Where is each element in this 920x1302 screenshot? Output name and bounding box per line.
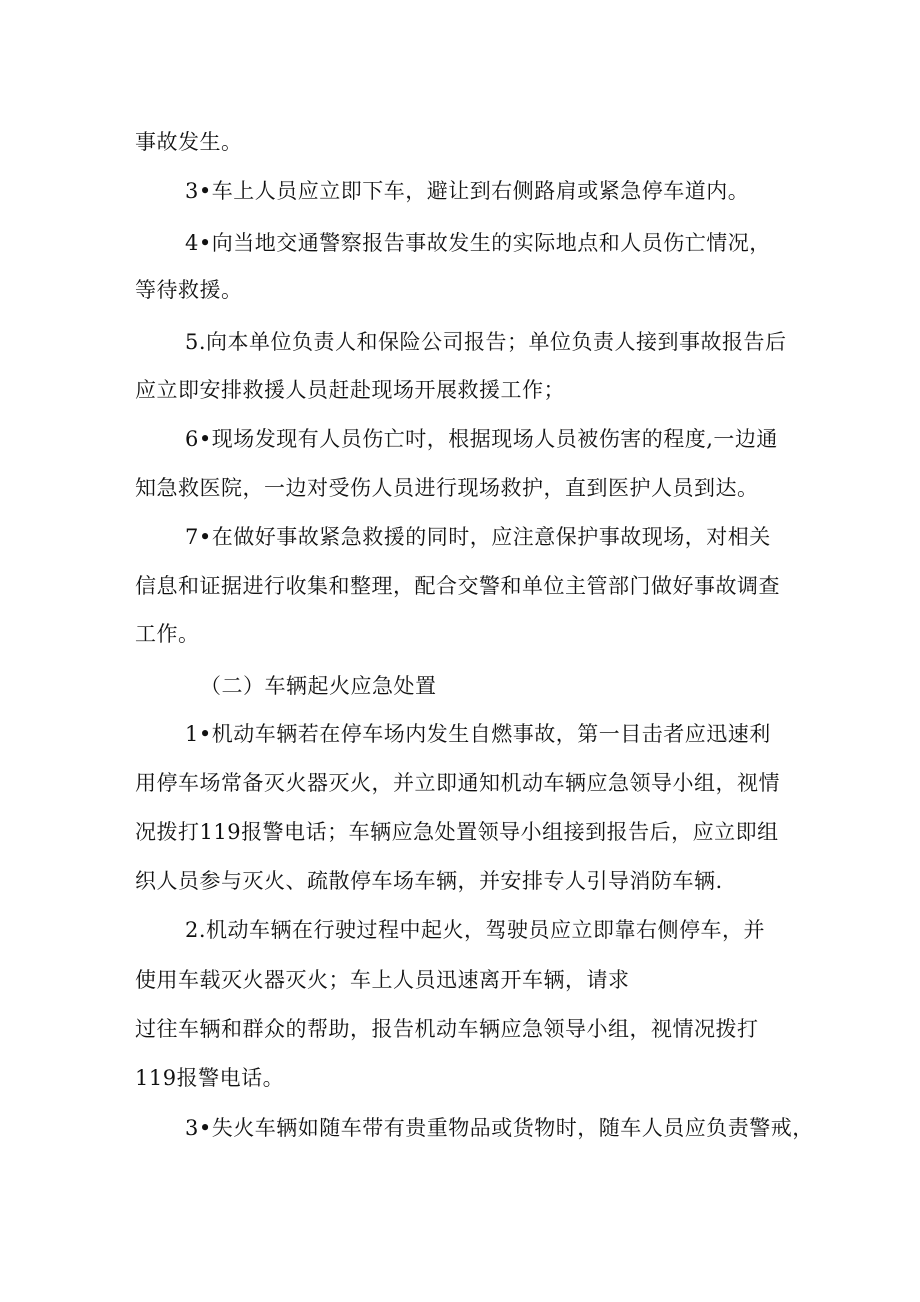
text-line: 事故发生。 — [135, 130, 243, 154]
text-line: 7•在做好事故紧急救援的同时，应注意保护事故现场，对相关 — [185, 525, 771, 549]
text-line: 4•向当地交通警察报告事故发生的实际地点和人员伤亡情况， — [185, 231, 771, 255]
text-line: 等待救援。 — [135, 278, 243, 302]
text-line: 信息和证据进行收集和整理，配合交警和单位主管部门做好事故调查 — [135, 574, 780, 598]
text-line: 3•失火车辆如随车带有贵重物品或货物时，随车人员应负责警戒， — [185, 1116, 814, 1140]
text-line: 过往车辆和群众的帮助，报告机动车辆应急领导小组，视情况拨打 — [135, 1017, 759, 1041]
text-line: 1•机动车辆若在停车场内发生自燃事故，第一目击者应迅速利 — [185, 722, 771, 746]
text-line: 5.向本单位负责人和保险公司报告；单位负责人接到事故报告后 — [185, 330, 787, 354]
text-line: 应立即安排救援人员赶赴现场开展救援工作； — [135, 378, 565, 402]
text-line: 工作。 — [135, 622, 200, 646]
text-line: 织人员参与灭火、疏散停车场车辆，并安排专人引导消防车辆. — [135, 869, 723, 893]
text-line: 2.机动车辆在行驶过程中起火，驾驶员应立即靠右侧停车，并 — [185, 918, 766, 942]
text-line: 用停车场常备灭火器灭火，并立即通知机动车辆应急领导小组，视情 — [135, 771, 780, 795]
text-line: 3•车上人员应立即下车，避让到右侧路肩或紧急停车道内。 — [185, 179, 750, 203]
text-line: 况拨打119报警电话；车辆应急处置领导小组接到报告后，应立即组 — [135, 820, 779, 844]
text-line: 使用车载灭火器灭火；车上人员迅速离开车辆，请求 — [135, 968, 630, 992]
section-heading: （二）车辆起火应急处置 — [200, 674, 437, 698]
text-line: 119报警电话。 — [135, 1066, 285, 1090]
text-line: 6•现场发现有人员伤亡吋，根据现场人员被伤害的程度,一边通 — [185, 427, 778, 451]
text-line: 知急救医院，一边对受伤人员进行现场救护，直到医护人员到达。 — [135, 476, 759, 500]
